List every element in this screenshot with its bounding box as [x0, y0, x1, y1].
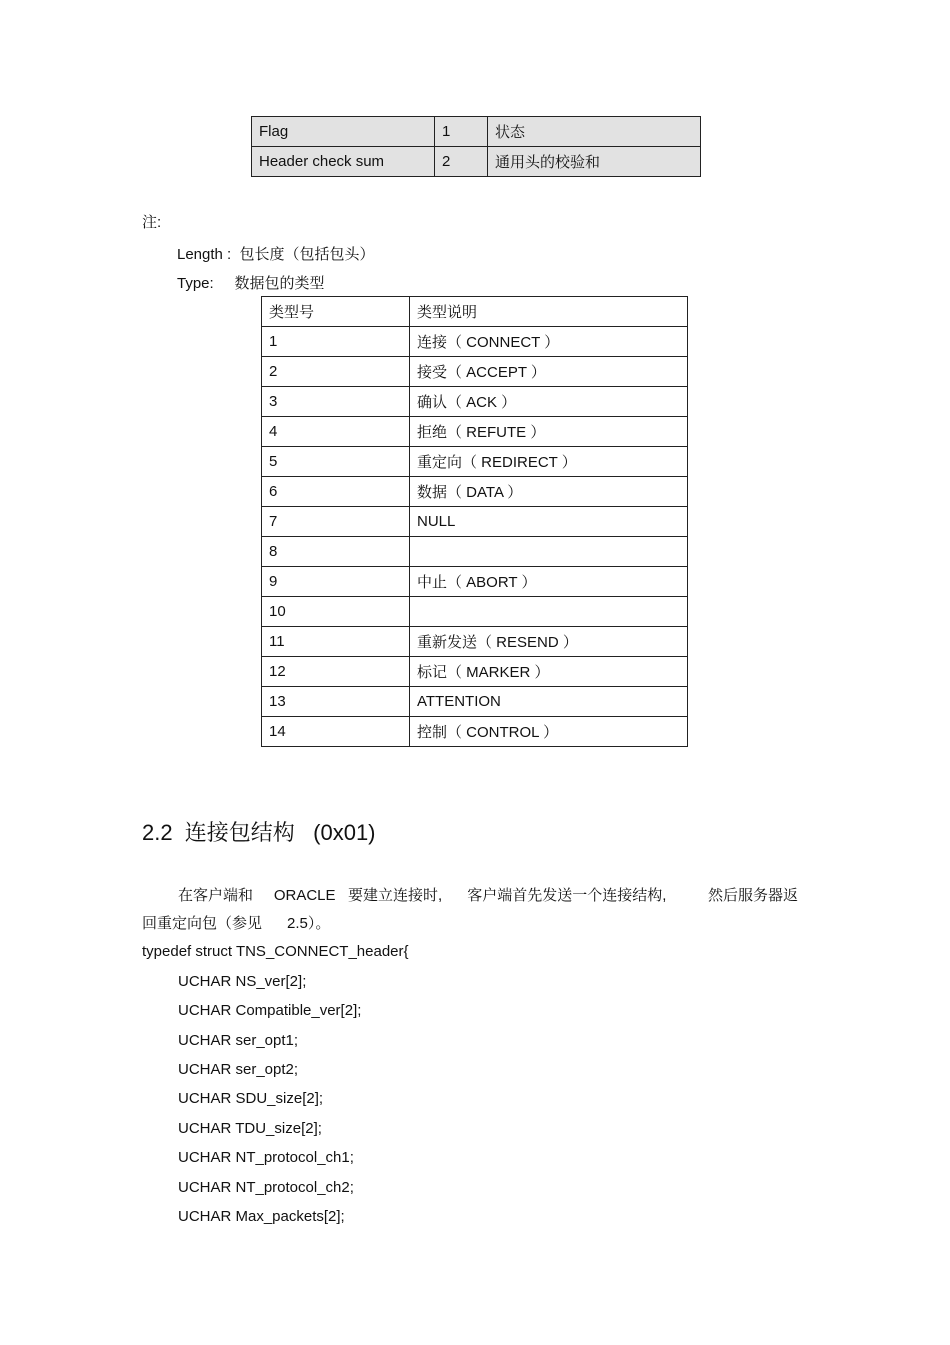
table-row: [262, 657, 688, 687]
table-row: [252, 147, 701, 177]
struct-field: UCHAR Compatible_ver[2];: [178, 1002, 362, 1019]
field-desc-cell: 状态: [488, 117, 701, 147]
type-number-header: 类型号: [262, 297, 410, 327]
packet-type-table: [261, 296, 688, 747]
type-desc-cell: 标记（ MARKER ）: [410, 657, 688, 687]
type-number-cell: 10: [262, 597, 410, 627]
section-heading: 2.2 连接包结构 (0x01): [142, 820, 376, 845]
struct-field: UCHAR TDU_size[2];: [178, 1120, 322, 1137]
type-number-cell: 14: [262, 717, 410, 747]
type-desc-cell: [410, 537, 688, 567]
type-desc-cell: NULL: [410, 507, 688, 537]
field-desc-cell: 通用头的校验和: [488, 147, 701, 177]
type-desc-cell: [410, 597, 688, 627]
paragraph-line-2: 回重定向包（参见 2.5）。: [142, 915, 331, 932]
field-name-cell: Flag: [252, 117, 435, 147]
type-desc-cell: 中止（ ABORT ）: [410, 567, 688, 597]
paragraph-line-1: 在客户端和 ORACLE 要建立连接时, 客户端首先发送一个连接结构, 然后服务器返: [178, 887, 799, 904]
type-desc-header: 类型说明: [410, 297, 688, 327]
table-row: [262, 597, 688, 627]
field-size-cell: 1: [435, 117, 488, 147]
header-field-table: [251, 116, 701, 177]
type-desc-cell: 接受（ ACCEPT ）: [410, 357, 688, 387]
type-number-cell: 4: [262, 417, 410, 447]
type-desc-cell: 连接（ CONNECT ）: [410, 327, 688, 357]
struct-field: UCHAR Max_packets[2];: [178, 1208, 345, 1225]
type-number-cell: 2: [262, 357, 410, 387]
length-note: Length : 包长度（包括包头）: [177, 246, 375, 263]
type-number-cell: 5: [262, 447, 410, 477]
type-desc-cell: 确认（ ACK ）: [410, 387, 688, 417]
type-number-cell: 13: [262, 687, 410, 717]
table-row: [262, 447, 688, 477]
type-desc-cell: 重定向（ REDIRECT ）: [410, 447, 688, 477]
table-row: [262, 477, 688, 507]
type-number-cell: 9: [262, 567, 410, 597]
table-row: [262, 357, 688, 387]
type-desc-cell: ATTENTION: [410, 687, 688, 717]
note-label: 注:: [142, 214, 162, 231]
struct-field: UCHAR NS_ver[2];: [178, 973, 307, 990]
type-number-cell: 12: [262, 657, 410, 687]
table-row: [262, 717, 688, 747]
table-row: [262, 327, 688, 357]
table-row: [262, 417, 688, 447]
struct-field: UCHAR ser_opt2;: [178, 1061, 299, 1078]
type-number-cell: 6: [262, 477, 410, 507]
field-name-cell: Header check sum: [252, 147, 435, 177]
type-note: Type: 数据包的类型: [177, 275, 325, 292]
type-desc-cell: 数据（ DATA ）: [410, 477, 688, 507]
type-number-cell: 8: [262, 537, 410, 567]
type-desc-cell: 拒绝（ REFUTE ）: [410, 417, 688, 447]
struct-field: UCHAR NT_protocol_ch1;: [178, 1149, 354, 1166]
table-row: [262, 507, 688, 537]
struct-field: UCHAR NT_protocol_ch2;: [178, 1179, 354, 1196]
struct-field: UCHAR ser_opt1;: [178, 1032, 299, 1049]
type-number-cell: 3: [262, 387, 410, 417]
table-row: [252, 117, 701, 147]
table-header-row: [262, 297, 688, 327]
field-size-cell: 2: [435, 147, 488, 177]
type-desc-cell: 控制（ CONTROL ）: [410, 717, 688, 747]
table-row: [262, 687, 688, 717]
table-row: [262, 537, 688, 567]
packet-type-table-body: [262, 297, 688, 747]
type-desc-cell: 重新发送（ RESEND ）: [410, 627, 688, 657]
struct-field: UCHAR SDU_size[2];: [178, 1090, 324, 1107]
type-number-cell: 1: [262, 327, 410, 357]
table-row: [262, 567, 688, 597]
type-number-cell: 7: [262, 507, 410, 537]
table-row: [262, 627, 688, 657]
table-row: [262, 387, 688, 417]
struct-declaration: typedef struct TNS_CONNECT_header{: [142, 943, 409, 960]
type-number-cell: 11: [262, 627, 410, 657]
